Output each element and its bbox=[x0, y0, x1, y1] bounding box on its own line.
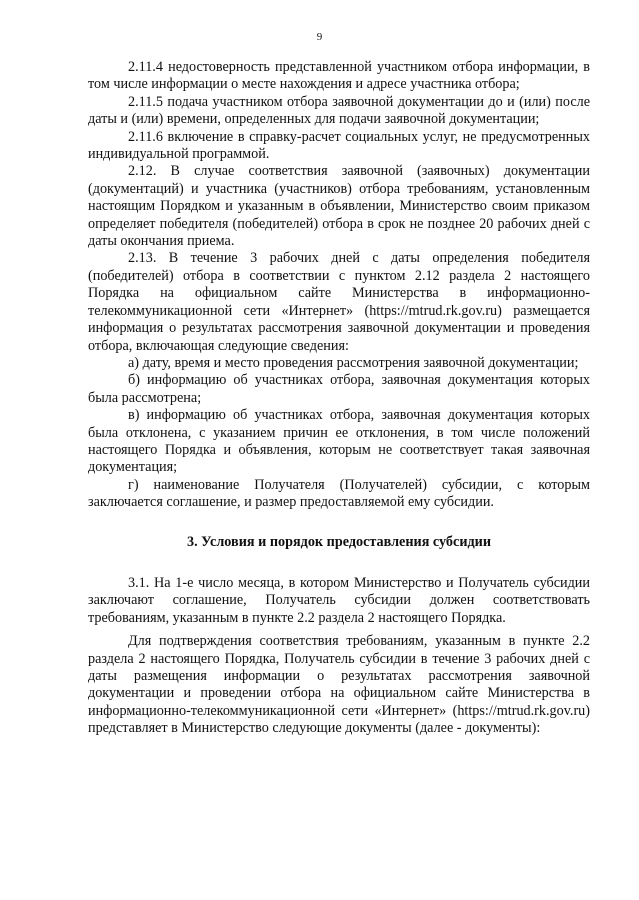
paragraph-2-11-6: 2.11.6 включение в справку-расчет социальных услуг, не предусмотренных индивидуальной программой. bbox=[88, 128, 590, 163]
paragraph-2-11-4: 2.11.4 недостоверность представленной участником отбора информации, в том числе информации о месте нахождения и адресе участника отбора; bbox=[88, 59, 590, 93]
list-item-b: б) информацию об участниках отбора, заявочная документация которых была рассмотрена; bbox=[88, 372, 590, 406]
paragraph-2-13: 2.13. В течение 3 рабочих дней с даты определения победителя (победителей) отбора в соответствии с пунктом 2.12 раздела 2 настоящего Порядка на официальном сайте Министерства в информационно-телекоммуникационной сети «Интернет» (https://mtrud.rk.gov.ru) размещается информация о результатах рассмотрения заявочной документации и проведения отбора, включающая следующие сведения: bbox=[88, 250, 590, 354]
list-item-g: г) наименование Получателя (Получателей) субсидии, с которым заключается соглашение, и размер предоставляемой ему субсидии. bbox=[88, 476, 590, 511]
list-item-v: в) информацию об участниках отбора, заявочная документация которых была отклонена, с указанием причин ее отклонения, в том числе положений настоящего Порядка и объявления, которым не соответствует такая заявочная документация; bbox=[88, 407, 590, 476]
paragraph-2-12: 2.12. В случае соответствия заявочной (заявочных) документации (документаций) и участника (участников) отбора требованиям, установленным настоящим Порядком и указанным в объявлении, Министерство своим приказом определяет победителя (победителей) отбора в срок не позднее 20 рабочих дней с даты окончания приема. bbox=[88, 163, 590, 250]
paragraph-2-11-5: 2.11.5 подача участником отбора заявочной документации до и (или) после даты и (или) времени, определенных для подачи заявочной документации; bbox=[88, 93, 590, 128]
page-number: 9 bbox=[316, 31, 323, 43]
list-item-a: а) дату, время и место проведения рассмотрения заявочной документации; bbox=[128, 354, 579, 371]
paragraph-3-1-documents: Для подтверждения соответствия требованиям, указанным в пункте 2.2 раздела 2 настоящего Порядка, Получатель субсидии в течение 3 рабочих дней с даты размещения информации о результатах рассмотрения заявочной документации и проведении отбора на официальном сайте Министерства в информационно-телекоммуникационной сети «Интернет» (https://mtrud.rk.gov.ru) представляет в Министерство следующие документы (далее - документы): bbox=[88, 633, 590, 737]
section-heading: 3. Условия и порядок предоставления субсидии bbox=[186, 533, 492, 550]
document-body bbox=[88, 59, 590, 738]
paragraph-3-1: 3.1. На 1-е число месяца, в котором Министерство и Получатель субсидии заключают соглашение, Получатель субсидии должен соответствовать требованиям, указанным в пункте 2.2 раздела 2 настоящего Порядка. bbox=[88, 574, 590, 626]
